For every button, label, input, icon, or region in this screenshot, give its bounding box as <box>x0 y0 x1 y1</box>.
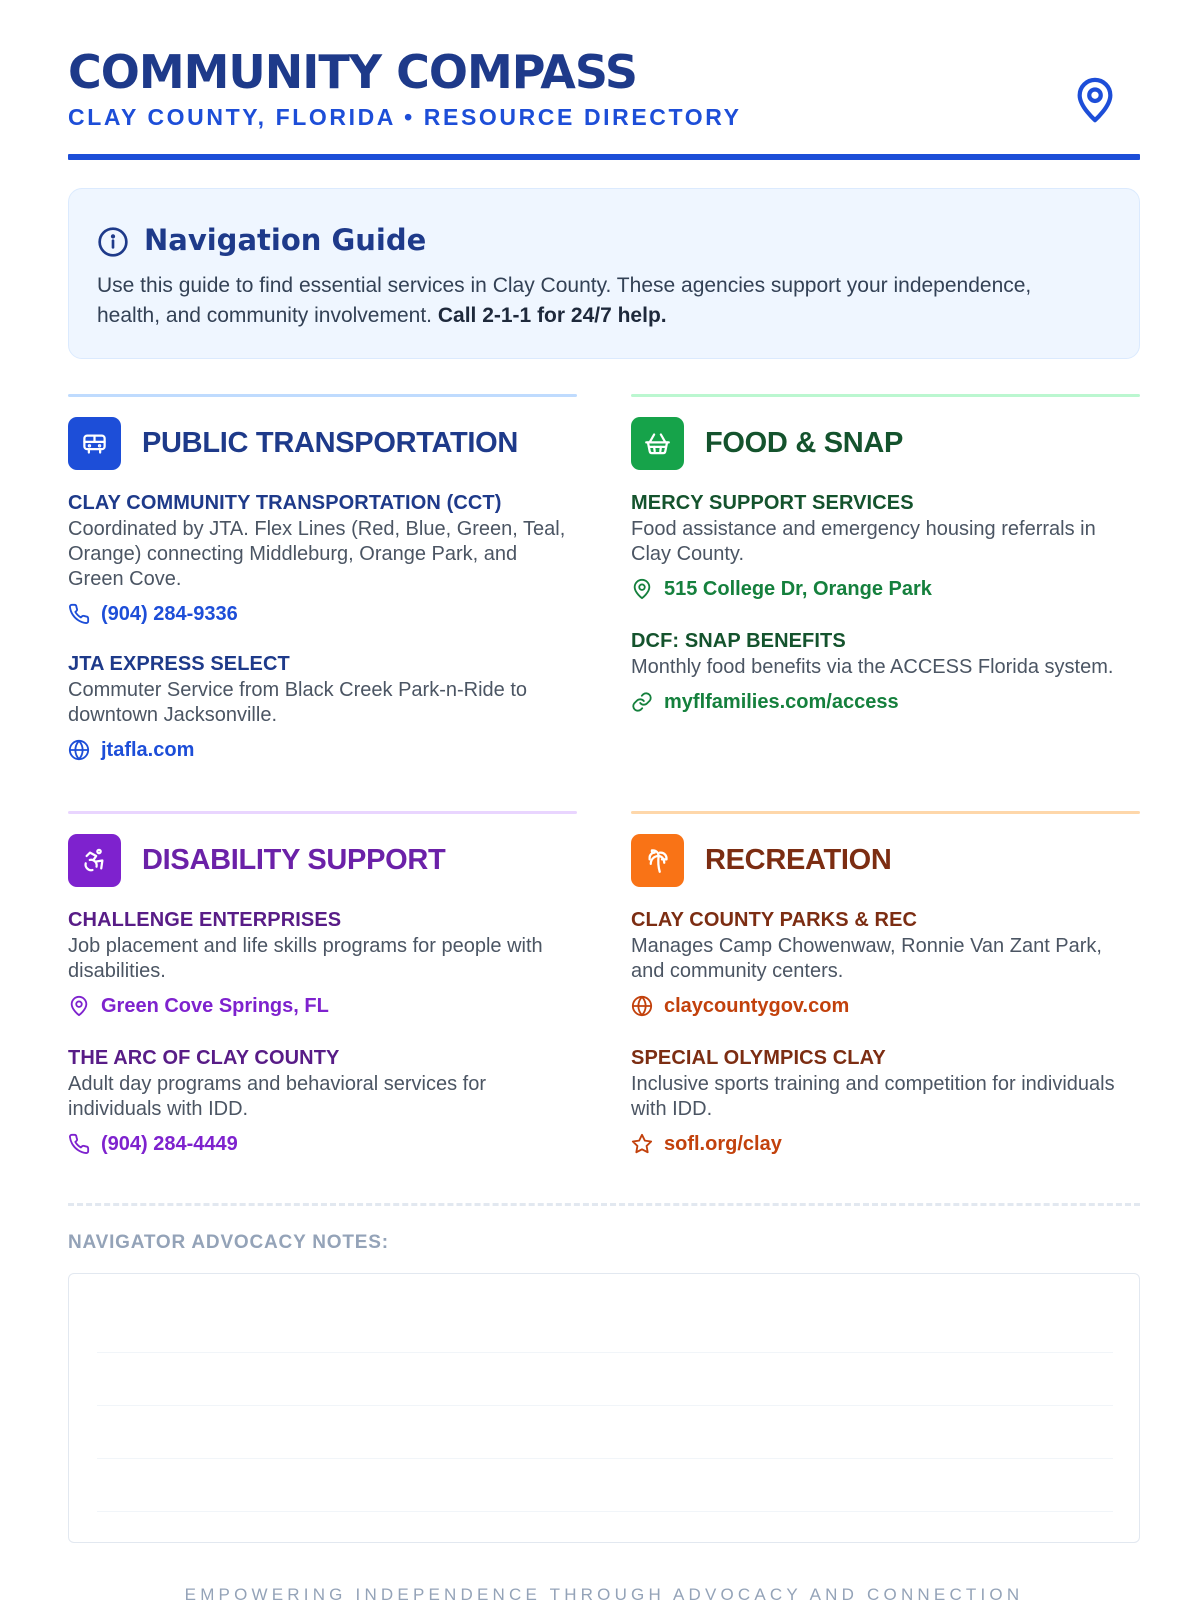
phone-icon <box>68 1133 90 1155</box>
section-badge <box>68 417 121 470</box>
section-divider <box>631 811 1140 814</box>
resource-name: CLAY COMMUNITY TRANSPORTATION (CCT) <box>68 492 502 514</box>
page-title: COMMUNITY COMPASS <box>68 45 638 99</box>
resource-description: Adult day programs and behavioral services for individuals with IDD. <box>68 1073 486 1120</box>
resource-contact[interactable] <box>68 735 577 765</box>
resource-website[interactable]: sofl.org/clay <box>664 1133 782 1155</box>
section-divider <box>68 811 577 814</box>
resource-description: Job placement and life skills programs for people with disabilities. <box>68 935 543 982</box>
resource-address[interactable]: 515 College Dr, Orange Park <box>664 578 932 600</box>
resource-entry <box>68 906 577 1021</box>
info-icon <box>97 226 129 258</box>
resource-entry <box>68 489 577 629</box>
resource-contact[interactable] <box>68 599 577 629</box>
resource-contact[interactable] <box>631 1129 1140 1159</box>
navigation-guide-box <box>68 188 1140 359</box>
accessibility-icon <box>81 847 108 874</box>
section-title: FOOD & SNAP <box>705 427 904 459</box>
resource-website[interactable]: claycountygov.com <box>664 995 850 1017</box>
notes-line <box>97 1511 1113 1512</box>
notes-label: NAVIGATOR ADVOCACY NOTES: <box>68 1232 389 1253</box>
guide-emphasis: Call 2-1-1 for 24/7 help. <box>437 304 667 327</box>
guide-text <box>97 271 1097 331</box>
resource-entry <box>68 650 577 765</box>
resource-description: Manages Camp Chowenwaw, Ronnie Van Zant Park, and community centers. <box>631 935 1102 982</box>
resource-website[interactable]: myflfamilies.com/access <box>664 691 899 713</box>
resource-contact[interactable] <box>68 1129 577 1159</box>
resource-contact[interactable] <box>68 991 577 1021</box>
resource-name: THE ARC OF CLAY COUNTY <box>68 1047 340 1069</box>
footer-tagline: EMPOWERING INDEPENDENCE THROUGH ADVOCACY AND CONNECTION <box>184 1585 1024 1600</box>
header <box>68 44 1140 162</box>
phone-icon <box>68 603 90 625</box>
globe-icon <box>68 739 90 761</box>
notes-writing-area[interactable] <box>68 1273 1140 1543</box>
section-title: RECREATION <box>705 844 892 876</box>
resource-entry <box>631 489 1140 604</box>
notes-line <box>97 1352 1113 1353</box>
link-icon <box>631 691 653 713</box>
resource-entry <box>631 906 1140 1021</box>
section-badge <box>68 834 121 887</box>
notes-line <box>97 1405 1113 1406</box>
resource-contact[interactable] <box>631 991 1140 1021</box>
map-pin-icon <box>631 578 653 600</box>
resource-name: MERCY SUPPORT SERVICES <box>631 492 914 514</box>
resource-entry <box>631 627 1140 717</box>
resource-name: DCF: SNAP BENEFITS <box>631 630 846 652</box>
header-divider <box>68 154 1140 160</box>
resource-entry <box>631 1044 1140 1159</box>
resource-description: Monthly food benefits via the ACCESS Florida system. <box>631 656 1114 678</box>
resource-contact[interactable] <box>631 574 1140 604</box>
shopping-basket-icon <box>644 430 671 457</box>
resource-name: CHALLENGE ENTERPRISES <box>68 909 342 931</box>
guide-body: Use this guide to find essential services in Clay County. These agencies support your independence, health, and community involvement. <box>97 274 1032 327</box>
resource-description: Inclusive sports training and competition for individuals with IDD. <box>631 1073 1115 1120</box>
notes-line <box>97 1458 1113 1459</box>
section-title: PUBLIC TRANSPORTATION <box>142 427 519 459</box>
resource-description: Commuter Service from Black Creek Park-n-Ride to downtown Jacksonville. <box>68 679 528 726</box>
map-pin-icon <box>1072 74 1118 126</box>
section-title: DISABILITY SUPPORT <box>142 844 446 876</box>
star-icon <box>631 1133 653 1155</box>
bus-icon <box>81 430 108 457</box>
guide-title: Navigation Guide <box>144 223 427 257</box>
section-divider <box>68 394 577 397</box>
palm-tree-icon <box>644 847 671 874</box>
resource-contact[interactable] <box>631 687 1140 717</box>
globe-icon <box>631 995 653 1017</box>
section-badge <box>631 417 684 470</box>
resource-directory-page <box>68 0 1140 1600</box>
resource-website[interactable]: jtafla.com <box>101 739 195 761</box>
resource-name: JTA EXPRESS SELECT <box>68 653 290 675</box>
resource-description: Coordinated by JTA. Flex Lines (Red, Blue, Green, Teal, Orange) connecting Middleburg, Orange Park, and Green Cove. <box>68 518 566 590</box>
section-divider <box>631 394 1140 397</box>
resource-address[interactable]: Green Cove Springs, FL <box>101 995 329 1017</box>
resource-description: Food assistance and emergency housing referrals in Clay County. <box>631 518 1096 565</box>
page-subtitle: CLAY COUNTY, FLORIDA • RESOURCE DIRECTORY <box>68 104 742 130</box>
resource-name: SPECIAL OLYMPICS CLAY <box>631 1047 886 1069</box>
resource-phone[interactable]: (904) 284-9336 <box>101 603 238 625</box>
resource-name: CLAY COUNTY PARKS & REC <box>631 909 918 931</box>
section-badge <box>631 834 684 887</box>
notes-divider <box>68 1203 1140 1206</box>
map-pin-icon <box>68 995 90 1017</box>
resource-entry <box>68 1044 577 1159</box>
resource-phone[interactable]: (904) 284-4449 <box>101 1133 238 1155</box>
